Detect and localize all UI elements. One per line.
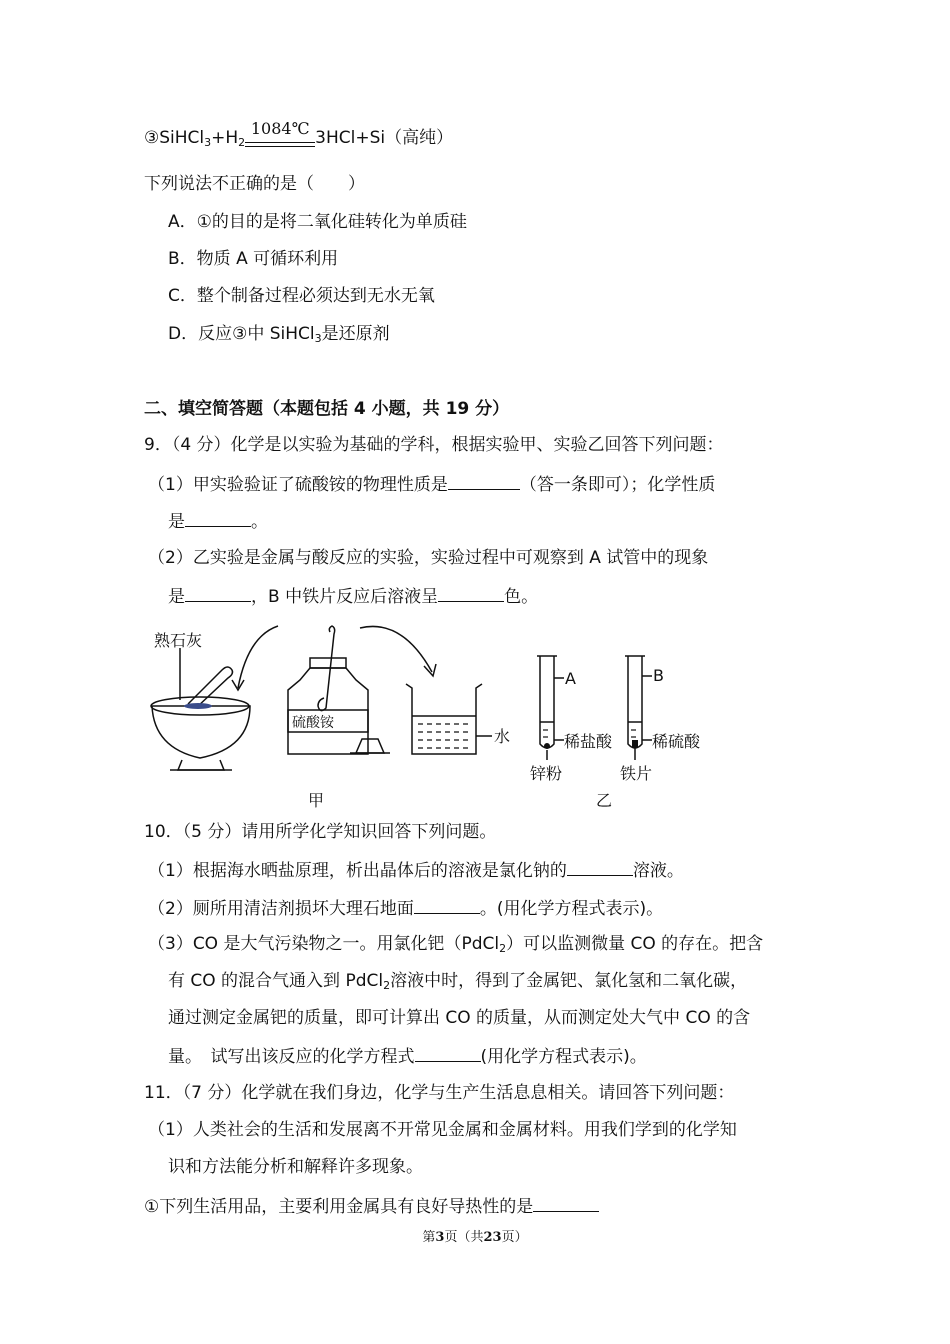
equation-3: [144, 119, 454, 155]
q8-option-a: A．①的目的是将二氧化硅转化为单质硅: [168, 212, 467, 232]
q9-part1: [148, 471, 715, 497]
q9-part2: （2）乙实验是金属与酸反应的实验，实验过程中可观察到 A 试管中的现象: [148, 548, 709, 568]
q10-part1: [148, 857, 684, 883]
answer-blank[interactable]: [533, 1193, 599, 1212]
q10-p3-l2: 有 CO 的混合气通入到 PdCl: [168, 971, 384, 991]
q11-sub1-text: ①下列生活用品，主要利用金属具有良好导热性的是: [144, 1197, 534, 1217]
test-tube-b: [628, 656, 642, 748]
answer-blank[interactable]: [185, 583, 251, 602]
label-ammonium-sulfate: 硫酸铵: [292, 715, 334, 731]
q10-part2: [148, 895, 663, 921]
q11-stem: 11．（7 分）化学就在我们身边，化学与生产生活息息相关。请回答下列问题：: [144, 1083, 735, 1103]
q8-option-d: [168, 322, 390, 351]
q10-p3-l4a: 量。 试写出该反应的化学方程式: [168, 1047, 415, 1067]
q10-p3-l1: （3）CO 是大气污染物之一。用氯化钯（PdCl: [148, 934, 500, 954]
label-dilute-hcl: 稀盐酸: [564, 732, 613, 751]
option-d-post: 是还原剂: [321, 324, 390, 344]
footer-pre: 第: [422, 1230, 436, 1245]
eq-sub-2: 2: [238, 136, 246, 149]
q9-p2d: 色。: [504, 587, 539, 607]
q9-p1a: （1）甲实验验证了硫酸铵的物理性质是: [148, 475, 448, 495]
footer-post: 页）: [501, 1230, 528, 1245]
q11-part1-line1: （1）人类社会的生活和发展离不开常见金属和金属材料。用我们学到的化学知: [148, 1120, 737, 1140]
q9-p2b: 是: [168, 587, 185, 607]
q10-p1a: （1）根据海水晒盐原理，析出晶体后的溶液是氯化钠的: [148, 861, 567, 881]
eq-sub-3: 3: [204, 136, 212, 149]
q10-part3-line3: 通过测定金属钯的质量，即可计算出 CO 的质量，从而测定处大气中 CO 的含: [168, 1008, 751, 1028]
q10-p3-l1-post: ）可以监测微量 CO 的存在。把含: [506, 934, 764, 954]
label-yi: 乙: [596, 791, 613, 810]
q10-part3-line4: [168, 1043, 647, 1069]
arrow-1: [238, 626, 278, 688]
test-tube-a: [540, 656, 554, 748]
q8-option-c: C．整个制备过程必须达到无水无氧: [168, 286, 435, 306]
label-slaked-lime: 熟石灰: [154, 631, 203, 650]
q11-part1-line2: 识和方法能分析和解释许多现象。: [168, 1157, 423, 1177]
mortar-bowl: [152, 706, 250, 758]
arrow-2: [360, 626, 432, 672]
label-tube-a: A: [565, 669, 576, 688]
q10-p3-l2-sub: 2: [383, 979, 391, 992]
total-pages: 23: [483, 1230, 502, 1245]
option-d-pre: D．反应③中 SiHCl: [168, 324, 315, 344]
label-iron-sheet: 铁片: [620, 764, 653, 783]
eq-suffix: 3HCl+Si（高纯）: [315, 128, 454, 148]
q10-p2a: （2）厕所用清洁剂损坏大理石地面: [148, 899, 414, 919]
beaker: [406, 684, 482, 754]
q10-stem: 10．（5 分）请用所学化学知识回答下列问题。: [144, 822, 497, 842]
reaction-condition: 1084℃: [250, 119, 310, 138]
experiment-figure: [140, 618, 740, 818]
q10-p3-l2-post: 溶液中时，得到了金属钯、氯化氢和二氧化碳，: [390, 971, 748, 991]
answer-blank[interactable]: [415, 1043, 481, 1062]
q9-part2-cont: [168, 583, 538, 609]
label-jia: 甲: [308, 791, 325, 810]
pestle: [188, 667, 233, 708]
q9-part1-cont: [168, 508, 268, 534]
q10-part3-line1: [148, 932, 763, 961]
q9-p1b: （答一条即可）；化学性质: [519, 475, 716, 495]
eq-plus: +H: [211, 128, 239, 148]
q8-stem: 下列说法不正确的是（ ）: [144, 174, 365, 194]
reaction-condition-arrow: [245, 119, 315, 155]
label-tube-b: B: [653, 666, 664, 685]
page-number: 3: [435, 1230, 445, 1245]
q10-p2b: 。(用化学方程式表示)。: [479, 899, 664, 919]
q10-part3-line2: [168, 969, 747, 998]
answer-blank[interactable]: [448, 471, 520, 490]
q8-option-b: B．物质 A 可循环利用: [168, 249, 339, 269]
q10-p1b: 溶液。: [632, 861, 684, 881]
q9-stem: 9．（4 分）化学是以实验为基础的学科，根据实验甲、实验乙回答下列问题：: [144, 435, 724, 455]
answer-blank[interactable]: [414, 895, 480, 914]
q10-p3-l4b: (用化学方程式表示)。: [480, 1047, 647, 1067]
label-water: 水: [494, 727, 511, 746]
answer-blank[interactable]: [438, 583, 504, 602]
q9-p2c: ，B 中铁片反应后溶液呈: [251, 587, 439, 607]
q9-p1d: 。: [251, 512, 268, 532]
answer-blank[interactable]: [567, 857, 633, 876]
q9-p1c: 是: [168, 512, 185, 532]
q10-p3-l1-sub: 2: [499, 942, 507, 955]
label-dilute-h2so4: 稀硫酸: [652, 732, 701, 751]
answer-blank[interactable]: [185, 508, 251, 527]
q11-sub1: [144, 1193, 599, 1219]
footer-mid: 页（共: [444, 1230, 484, 1245]
eq-prefix: ③SiHCl: [144, 128, 205, 148]
page-footer: [0, 1226, 950, 1245]
reagent-bottle: [288, 668, 368, 754]
label-zinc-powder: 锌粉: [530, 764, 563, 783]
section-2-title: 二、填空简答题（本题包括 4 小题，共 19 分）: [144, 399, 510, 419]
option-d-sub: 3: [314, 332, 322, 345]
stopper: [356, 739, 384, 753]
